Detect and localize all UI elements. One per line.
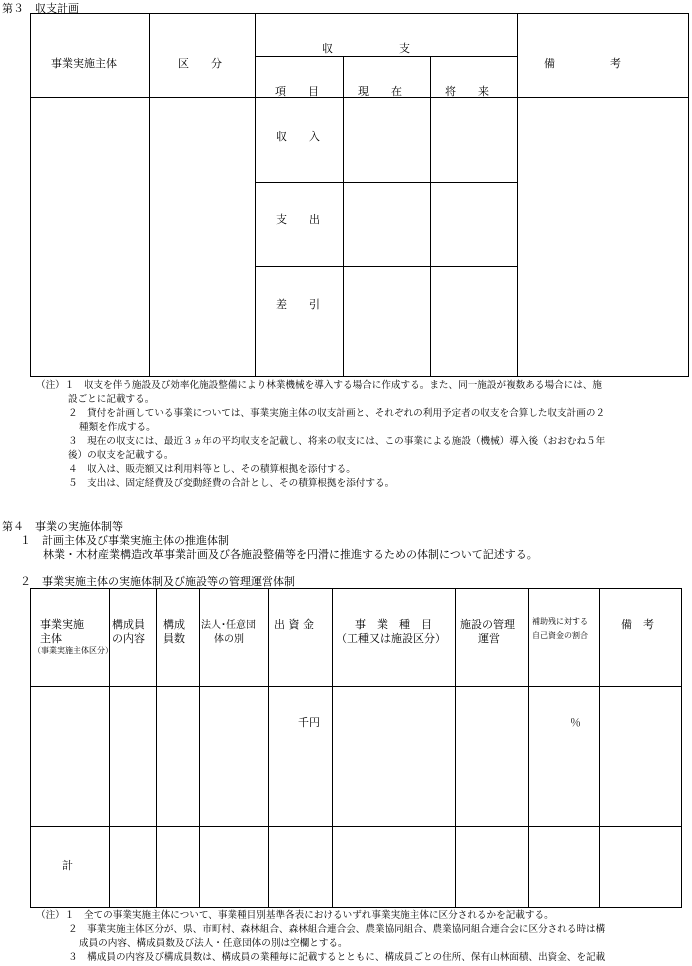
t2-header-entity: 主体 [40,632,62,645]
row-income-label: 収 入 [276,130,320,143]
note-line: ４ 収入は、販売額又は利用料等とし、その積算根拠を添付する。 [68,464,356,475]
t2-total-label: 計 [62,859,73,872]
section3-title: 第３ 収支計画 [2,2,79,15]
note-line: ５ 支出は、固定経費及び変動経費の合計とし、その積算根拠を添付する。 [68,478,395,489]
t2-header-remarks: 備 考 [621,618,654,631]
note-line: ２ 貸付を計画している事業については、事業実施主体の収支計画と、それぞれの利用予定者の収支を合算した収支計画の２ [68,408,606,419]
note-line: 成員の内容、構成員数及び法人・任意団体の別は空欄とする。 [79,938,348,949]
header-income-expense: 収 支 [322,42,410,55]
t2-unit-pct: ％ [570,716,581,729]
note-line: ２ 事業実施主体区分が、県、市町村、森林組合、森林組合連合会、農業協同組合、農業協同組合連合会に区分される時は構 [68,924,606,935]
note-line: 後）の収支を記載する。 [68,450,174,461]
subsection1-body: 林業・木材産業構造改革事業計画及び各施設整備等を円滑に推進するための体制について記述する。 [43,548,538,561]
note-line: （注）１ 収支を伴う施設及び効率化施設整備により林業機械を導入する場合に作成する。また、同一施設が複数ある場合には、施 [36,380,603,391]
header-current: 現 在 [358,85,402,98]
t2-header-ratio: 補助残に対する [532,617,588,626]
note-line: 種類を作成する。 [79,422,156,433]
header-remarks: 備 考 [544,57,621,70]
t2-header-corp: 法人･任意団 [201,620,256,631]
t2-header-type: （工種又は施設区分） [336,632,446,645]
note-line: ３ 構成員の内容及び構成員数は、構成員の業種毎に記載するとともに、構成員ごとの住所、保有山林面積、出資金、を記載 [68,952,606,963]
header-future: 将 来 [445,85,489,98]
row-balance-label: 差 引 [276,298,320,311]
t2-header-count: 構成 [163,618,185,631]
t2-header-members: 構成員 [112,618,145,631]
subsection2-title: ２ 事業実施主体の実施体制及び施設等の管理運営体制 [20,575,295,588]
t2-header-type: 事 業 種 目 [355,618,432,631]
t2-header-capital: 出 資 金 [274,618,314,631]
t2-header-entity-note: （事業実施主体区分） [33,646,113,655]
t2-header-entity: 事業実施 [40,618,84,631]
t2-header-ratio: 自己資金の割合 [532,631,588,640]
header-item: 項 目 [275,85,319,98]
t2-unit-yen: 千円 [298,716,320,729]
header-division: 区 分 [178,57,222,70]
note-line: （注）１ 全ての事業実施主体について、事業種目別基準各表におけるいずれ事業実施主体に区分されるかを記載する。 [36,910,554,921]
subsection1-title: １ 計画主体及び事業実施主体の推進体制 [20,534,229,547]
t2-header-members: の内容 [112,632,145,645]
section4-title: 第４ 事業の実施体制等 [2,520,123,533]
t2-header-mgmt: 運営 [478,632,500,645]
header-entity: 事業実施主体 [51,57,117,70]
t2-header-count: 員数 [163,632,185,645]
t2-header-mgmt: 施設の管理 [460,618,515,631]
note-line: 設ごとに記載する。 [68,394,155,405]
t2-header-corp: 体の別 [214,634,244,645]
note-line: ３ 現在の収支には、最近３ヵ年の平均収支を記載し、将来の収支には、この事業による施設（機械）導入後（おおむね５年 [68,436,606,447]
row-expense-label: 支 出 [276,213,320,226]
